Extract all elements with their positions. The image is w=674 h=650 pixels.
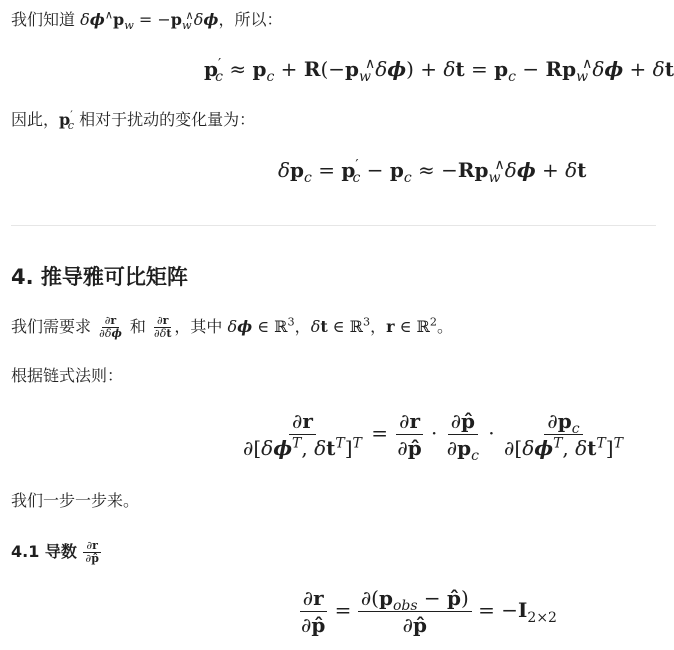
equation-dr-dphat: $\frac{\partial r}{\partial p̂}$ = $\frac{\partial(p_{obs} - p̂)}{\partial p̂}$ = $-I_{2\times 2}$	[298, 585, 557, 638]
section-heading: 4. 推导雅可比矩阵	[11, 265, 188, 289]
math-pc-prime: $p'_c$	[59, 108, 75, 133]
step-by-step-line: 我们一步一步来。	[11, 491, 140, 510]
subsection-heading	[11, 538, 102, 566]
section-divider	[11, 225, 656, 226]
math-dimensions: δϕ ∈ ℝ$^3$，δt ∈ ℝ$^3$，r ∈ ℝ$^2$	[227, 315, 438, 336]
therefore-suffix: 相对于扰动的变化量为：	[79, 110, 256, 129]
intro-suffix: ，所以：	[218, 10, 283, 29]
equation-pc-prime-approx: $p'_c \approx p_c + R(-p_w^\wedge\delta\phi) + \delta t = p_c - Rp_w^\wedge\delta\phi + \delta t$	[204, 56, 674, 85]
fraction-dr-dphat-small: $\frac{\partial r}{\partial p̂}$	[83, 540, 102, 565]
fraction-dr-dt: $\frac{\partial r}{\partial\delta t}$	[154, 314, 172, 340]
intro-text: 我们知道	[11, 10, 76, 29]
need-and: 和	[129, 317, 146, 336]
need-middle: ，其中	[174, 317, 223, 336]
math-perturbation-identity: $\delta\phi^\wedge p_w = -p_w^\wedge\delta\phi$	[80, 8, 219, 33]
chain-rule-line: 根据链式法则：	[11, 366, 124, 385]
fraction-dr-dphi: $\frac{\partial r}{\partial\delta\phi}$	[99, 314, 122, 340]
fraction-dphat-dpc: $\frac{\partial p̂}{\partial p_c}$	[446, 409, 479, 464]
therefore-prefix: 因此，	[11, 110, 60, 129]
fraction-dr-dphat-lhs: $\frac{\partial r}{\partial p̂}$	[301, 586, 326, 637]
therefore-line	[11, 108, 256, 133]
fraction-dpobs-dphat: $\frac{\partial(p_{obs} - p̂)}{\partial p̂}$	[358, 585, 472, 638]
fraction-dr-dphat: $\frac{\partial r}{\partial p̂}$	[397, 409, 422, 460]
subsection-heading-text: 4.1 导数	[11, 542, 77, 561]
intro-line	[11, 8, 283, 33]
equation-chain-rule: $\frac{\partial r}{\partial[\delta\phi^T, \delta t^T]^T}$ = $\frac{\partial r}{\partial p̂}$ · $\frac{\partial p̂}{\partial p_c}$ · $\frac{\partial p_c}{\partial[\delta\phi^T, \delta t^T]^T}$	[240, 408, 626, 461]
equation-delta-pc: $\delta p_c = p'_c - p_c \approx -Rp_w^\wedge\delta\phi + \delta t$	[278, 157, 587, 186]
need-prefix: 我们需要求	[11, 317, 92, 336]
fraction-dpc-dstate: $\frac{\partial p_c}{\partial[\delta\phi^T, \delta t^T]^T}$	[504, 409, 623, 460]
need-end: 。	[437, 317, 454, 336]
need-line	[11, 314, 453, 340]
fraction-dr-dstate: $\frac{\partial r}{\partial[\delta\phi^T, \delta t^T]^T}$	[243, 409, 362, 460]
